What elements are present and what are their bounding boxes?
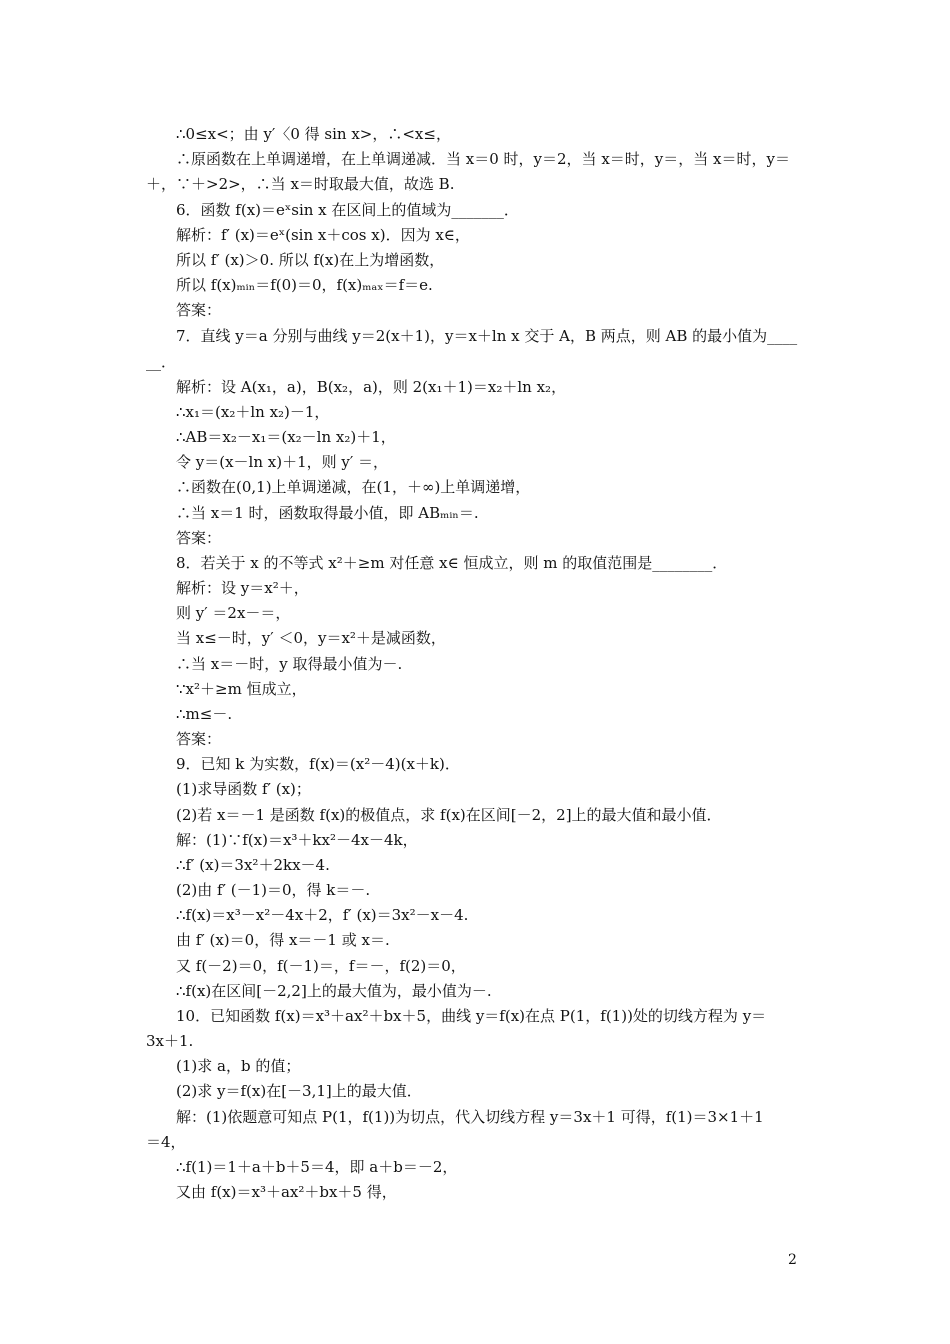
- text-line: 又由 f(x)＝x³＋ax²＋bx＋5 得，: [176, 1183, 397, 1201]
- text-line: ∴f(x)＝x³－x²－4x＋2，f′ (x)＝3x²－x－4.: [176, 906, 469, 924]
- text-line: ∴m≤－.: [176, 705, 233, 723]
- text-line: ∴f(x)在区间[－2,2]上的最大值为，最小值为－.: [176, 982, 492, 1000]
- text-line: ∴AB＝x₂－x₁＝(x₂－ln x₂)＋1，: [176, 428, 396, 446]
- text-line: 答案：: [176, 529, 222, 547]
- text-line: 解：(1)依题意可知点 P(1，f(1))为切点，代入切线方程 y＝3x＋1 可得，f(1)＝3×1＋1: [176, 1108, 764, 1126]
- text-line: ∴f(1)＝1＋a＋b＋5＝4，即 a＋b＝－2，: [176, 1158, 458, 1176]
- text-line: ∴当 x＝1 时，函数取得最小值，即 ABₘᵢₙ＝.: [176, 504, 479, 522]
- text-line: 当 x≤－时，y′ ＜0，y＝x²＋是减函数，: [176, 629, 446, 647]
- text-line: ∴函数在(0,1)上单调递减，在(1，＋∞)上单调递增，: [176, 478, 531, 496]
- text-line: ∴原函数在上单调递增，在上单调递减．当 x＝0 时，y＝2，当 x＝时，y＝，当 x＝时，y＝: [176, 150, 790, 168]
- text-line: (2)求 y＝f(x)在[－3,1]上的最大值．: [176, 1082, 422, 1100]
- text-line: 7．直线 y＝a 分别与曲线 y＝2(x＋1)，y＝x＋ln x 交于 A，B 两点，则 AB 的最小值为____: [176, 327, 798, 345]
- text-line: 由 f′ (x)＝0，得 x＝－1 或 x＝.: [176, 931, 390, 949]
- text-line: ∴当 x＝－时，y 取得最小值为－.: [176, 655, 403, 673]
- text-line: 6．函数 f(x)＝eˣsin x 在区间上的值域为_______．: [176, 201, 519, 219]
- text-line: 解：(1)∵f(x)＝x³＋kx²－4x－4k，: [176, 831, 418, 849]
- page-number: 2: [788, 1252, 797, 1268]
- text-line: 所以 f(x)ₘᵢₙ＝f(0)＝0，f(x)ₘₐₓ＝f＝e.: [176, 276, 433, 294]
- text-line: 所以 f′ (x)＞0. 所以 f(x)在上为增函数，: [176, 251, 445, 269]
- text-line: ＝4，: [146, 1133, 186, 1151]
- text-line: 则 y′ ＝2x－＝，: [176, 604, 291, 622]
- text-line: (2)由 f′ (－1)＝0，得 k＝－.: [176, 881, 371, 899]
- text-line: 令 y＝(x－ln x)＋1，则 y′ ＝，: [176, 453, 389, 471]
- text-line: (1)求导函数 f′ (x)；: [176, 780, 311, 798]
- text-line: 答案：: [176, 301, 222, 319]
- text-line: ∵x²＋≥m 恒成立，: [176, 680, 307, 698]
- text-line: ∴0≤x<；由 y′〈0 得 sin x>，∴<x≤，: [176, 125, 451, 143]
- text-line: 9．已知 k 为实数，f(x)＝(x²－4)(x＋k)．: [176, 755, 460, 773]
- text-line: 又 f(－2)＝0，f(－1)＝，f＝－，f(2)＝0，: [176, 957, 466, 975]
- text-line: 解析：设 A(x₁，a)，B(x₂，a)，则 2(x₁＋1)＝x₂＋ln x₂，: [176, 378, 567, 396]
- text-line: 3x＋1.: [146, 1032, 194, 1050]
- text-line: ＋，∵＋>2>，∴当 x＝时取最大值，故选 B.: [146, 175, 455, 193]
- text-line: 解析：设 y＝x²＋，: [176, 579, 309, 597]
- text-line: (2)若 x＝－1 是函数 f(x)的极值点，求 f(x)在区间[－2，2]上的最大值和最小值．: [176, 806, 722, 824]
- text-line: 解析：f′ (x)＝eˣ(sin x＋cos x)．因为 x∈，: [176, 226, 470, 244]
- text-line: 8．若关于 x 的不等式 x²＋≥m 对任意 x∈ 恒成立，则 m 的取值范围是________．: [176, 554, 728, 572]
- text-line: ∴f′ (x)＝3x²＋2kx－4.: [176, 856, 330, 874]
- text-line: (1)求 a，b 的值；: [176, 1057, 301, 1075]
- text-line: ∴x₁＝(x₂＋ln x₂)－1，: [176, 403, 330, 421]
- text-line: 答案：: [176, 730, 222, 748]
- text-line: 10．已知函数 f(x)＝x³＋ax²＋bx＋5，曲线 y＝f(x)在点 P(1，f(1))处的切线方程为 y＝: [176, 1007, 767, 1025]
- text-line: __．: [146, 353, 177, 371]
